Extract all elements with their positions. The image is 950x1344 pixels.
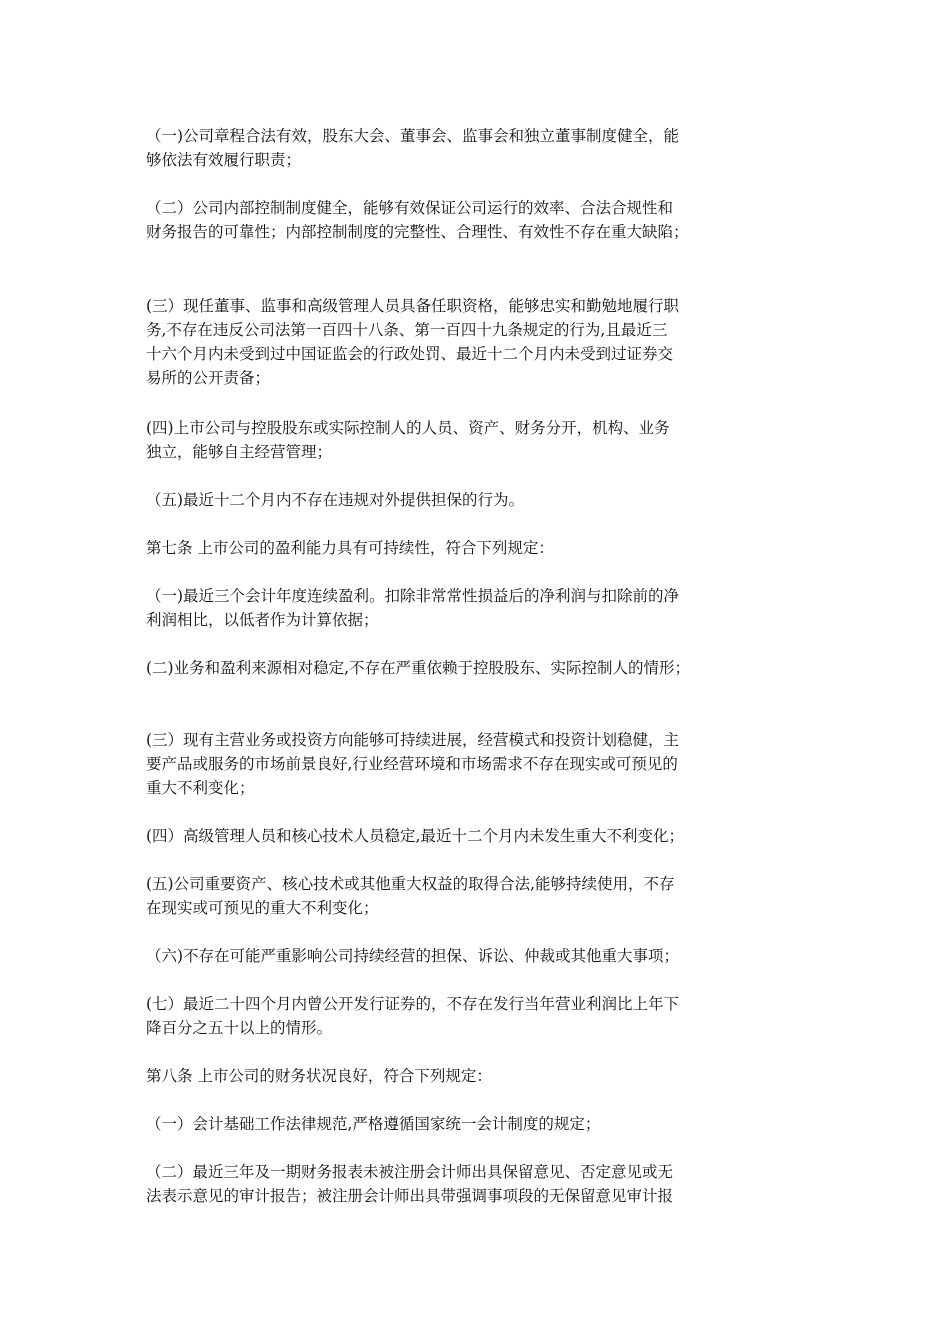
- text-line: (四)上市公司与控股股东或实际控制人的人员、资产、财务分开，机构、业务: [146, 419, 670, 437]
- paragraph-16: [146, 1160, 826, 1208]
- text-line: （一)最近三个会计年度连续盈利。扣除非常常性损益后的净利润与扣除前的净: [146, 587, 680, 605]
- paragraph-8: [146, 656, 826, 680]
- paragraph-12: [146, 944, 826, 968]
- text-line: (三）现有主营业务或投资方向能够可持续进展，经营模式和投资计划稳健，主: [146, 731, 680, 749]
- paragraph-4: [146, 416, 826, 464]
- text-line: （二）最近三年及一期财务报表未被注册会计师出具保留意见、否定意见或无: [146, 1163, 674, 1181]
- paragraph-1: [146, 124, 826, 172]
- text-line: （一)公司章程合法有效，股东大会、董事会、监事会和独立董事制度健全，能: [146, 127, 680, 145]
- text-line: 第八条 上市公司的财务状况良好，符合下列规定：: [146, 1067, 492, 1085]
- text-line: (三）现任董事、监事和高级管理人员具备任职资格，能够忠实和勤勉地履行职: [146, 297, 680, 315]
- paragraph-11: [146, 872, 826, 920]
- text-line: 十六个月内未受到过中国证监会的行政处罚、最近十二个月内未受到过证券交: [146, 345, 674, 363]
- text-line: 务,不存在违反公司法第一百四十八条、第一百四十九条规定的行为,且最近三: [146, 321, 668, 339]
- text-line: 重大不利变化；: [146, 779, 255, 797]
- text-line: 在现实或可预见的重大不利变化；: [146, 899, 379, 917]
- text-line: 法表示意见的审计报告；被注册会计师出具带强调事项段的无保留意见审计报: [146, 1187, 674, 1205]
- text-line: (五)公司重要资产、核心技术或其他重大权益的取得合法,能够持续使用，不存: [146, 875, 675, 893]
- text-line: 易所的公开责备；: [146, 369, 271, 387]
- paragraph-2: [146, 196, 826, 244]
- text-line: 要产品或服务的市场前景良好,行业经营环境和市场需求不存在现实或可预见的: [146, 755, 678, 773]
- text-line: (二)业务和盈利来源相对稳定,不存在严重依赖于控股股东、实际控制人的情形；: [146, 659, 691, 677]
- paragraph-15: [146, 1112, 826, 1136]
- text-line: 第七条 上市公司的盈利能力具有可持续性，符合下列规定：: [146, 539, 554, 557]
- text-line: 够依法有效履行职责；: [146, 151, 302, 169]
- paragraph-9: [146, 728, 826, 800]
- text-line: （一）会计基础工作法律规范,严格遵循国家统一会计制度的规定；: [146, 1115, 601, 1133]
- text-line: 财务报告的可靠性；内部控制制度的完整性、合理性、有效性不存在重大缺陷；: [146, 223, 689, 241]
- article-8-heading: [146, 1064, 826, 1088]
- text-line: （六)不存在可能严重影响公司持续经营的担保、诉讼、仲裁或其他重大事项；: [146, 947, 680, 965]
- text-line: 独立，能够自主经营管理；: [146, 443, 333, 461]
- text-line: （二）公司内部控制制度健全，能够有效保证公司运行的效率、合法合规性和: [146, 199, 674, 217]
- paragraph-7: [146, 584, 826, 632]
- paragraph-3: [146, 294, 826, 390]
- text-line: （五)最近十二个月内不存在违规对外提供担保的行为。: [146, 491, 525, 509]
- paragraph-5: [146, 488, 826, 512]
- text-line: 利润相比，以低者作为计算依据；: [146, 611, 379, 629]
- text-line: (七）最近二十四个月内曾公开发行证券的，不存在发行当年营业利润比上年下: [146, 995, 680, 1013]
- text-line: 降百分之五十以上的情形。: [146, 1019, 333, 1037]
- text-line: (四）高级管理人员和核心技术人员稳定,最近十二个月内未发生重大不利变化；: [146, 827, 684, 845]
- paragraph-10: [146, 824, 826, 848]
- article-7-heading: [146, 536, 826, 560]
- paragraph-13: [146, 992, 826, 1040]
